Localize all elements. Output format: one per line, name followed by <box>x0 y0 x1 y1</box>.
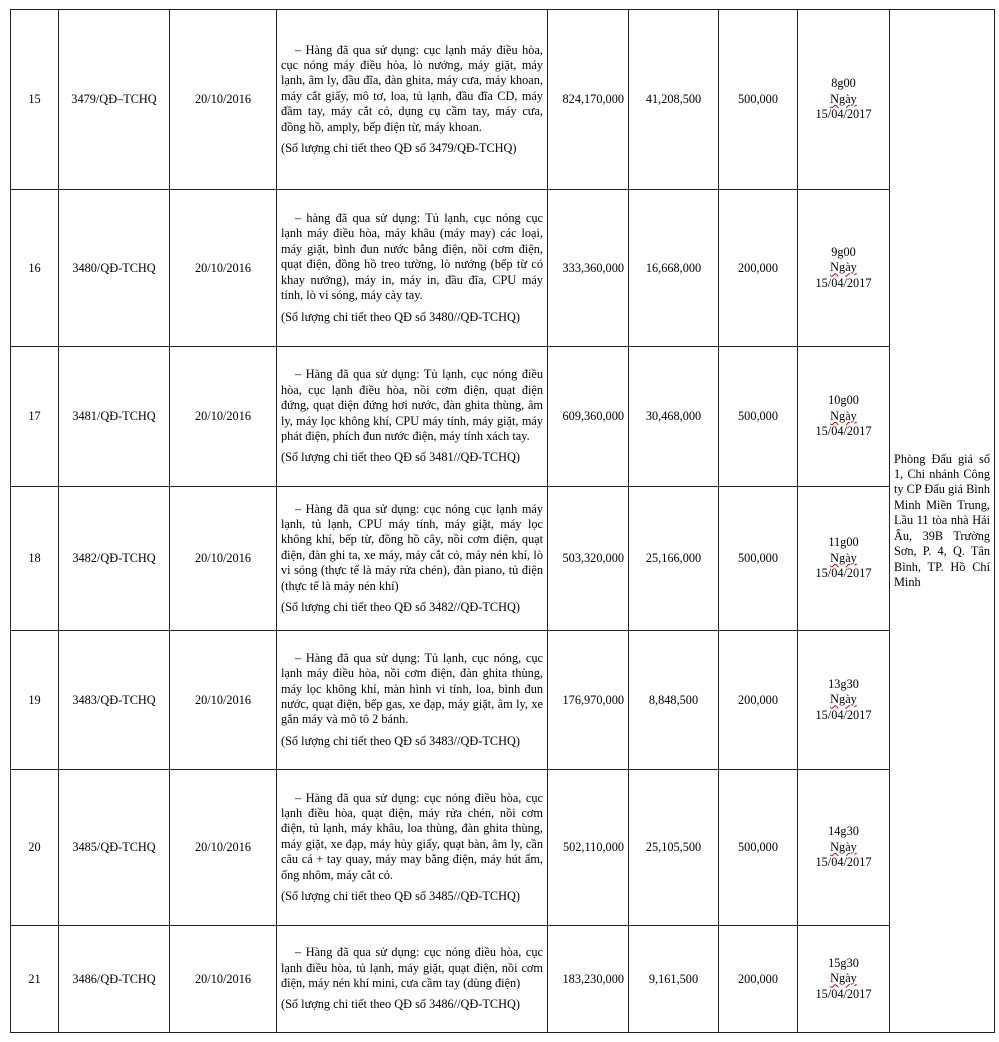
auction-date: 15/04/2017 <box>815 275 872 290</box>
auction-date: 15/04/2017 <box>815 855 872 870</box>
auction-date: 15/04/2017 <box>815 986 872 1001</box>
auction-day-label: Ngày <box>830 550 857 565</box>
row-number: 15 <box>11 10 59 190</box>
auction-hour: 15g30 <box>828 955 859 970</box>
auction-date: 15/04/2017 <box>815 566 872 581</box>
deposit-money: 8,848,500 <box>629 631 719 770</box>
starting-value: 503,320,000 <box>548 487 629 631</box>
document-fee: 500,000 <box>719 487 798 631</box>
deposit-money: 30,468,000 <box>629 347 719 487</box>
auction-day-label: Ngày <box>830 260 857 275</box>
decision-number: 3479/QĐ–TCHQ <box>59 10 170 190</box>
auction-time <box>798 926 890 1033</box>
auction-date: 15/04/2017 <box>815 707 872 722</box>
starting-value: 333,360,000 <box>548 190 629 347</box>
quantity-note: (Số lượng chi tiết theo QĐ số 3483//QĐ-TCHQ) <box>281 733 520 748</box>
decision-date: 20/10/2016 <box>170 190 277 347</box>
document-fee: 500,000 <box>719 10 798 190</box>
starting-value: 502,110,000 <box>548 770 629 926</box>
auction-time <box>798 770 890 926</box>
auction-hour: 11g00 <box>828 535 859 550</box>
auction-hour: 10g00 <box>828 393 859 408</box>
row-number: 21 <box>11 926 59 1033</box>
document-fee: 200,000 <box>719 631 798 770</box>
starting-value: 176,970,000 <box>548 631 629 770</box>
goods-list: – Hàng đã qua sử dụng: Tủ lạnh, cục nóng điều hòa, cục lạnh điều hòa, nồi cơm điện, quạt điện đứng, quạt điện đứng hơi nước, đàn ghita thùng, âm ly, máy lọc không khí, CPU máy tính, máy giặt, máy phát điện, phích đun nước điện, máy tính xách tay. <box>281 367 543 443</box>
auction-day-label: Ngày <box>830 692 857 707</box>
decision-date: 20/10/2016 <box>170 631 277 770</box>
quantity-note: (Số lượng chi tiết theo QĐ số 3481//QĐ-TCHQ) <box>281 450 520 465</box>
table-row <box>11 770 995 926</box>
goods-description <box>277 190 548 347</box>
decision-number: 3482/QĐ-TCHQ <box>59 487 170 631</box>
deposit-money: 25,105,500 <box>629 770 719 926</box>
table-row <box>11 926 995 1033</box>
goods-description <box>277 770 548 926</box>
decision-date: 20/10/2016 <box>170 487 277 631</box>
goods-description <box>277 347 548 487</box>
row-number: 17 <box>11 347 59 487</box>
starting-value: 609,360,000 <box>548 347 629 487</box>
deposit-money: 16,668,000 <box>629 190 719 347</box>
document-fee: 200,000 <box>719 926 798 1033</box>
table-row <box>11 487 995 631</box>
row-number: 16 <box>11 190 59 347</box>
auction-venue: Phòng Đấu giá số 1, Chi nhánh Công ty CP Đấu giá Bình Minh Miền Trung, Lầu 11 tòa nhà Hải Âu, 39B Trường Sơn, P. 4, Q. Tân Bình, TP. Hồ Chí Minh <box>890 10 995 1033</box>
goods-description <box>277 10 548 190</box>
goods-list: – Hàng đã qua sử dụng: cục lạnh máy điều hòa, cục nóng máy điều hòa, lò nướng, máy giặt, máy lạnh, âm ly, đầu đĩa, đàn ghita, máy cưa, máy khoan, máy cắt giấy, mô tơ, loa, tủ lạnh, đầu đĩa CD, máy đầm tay, máy cắt cỏ, dụng cụ cầm tay, máy cưa, đồng hồ, amply, bếp điện từ, máy khoan. <box>281 42 543 134</box>
row-number: 18 <box>11 487 59 631</box>
starting-value: 183,230,000 <box>548 926 629 1033</box>
quantity-note: (Số lượng chi tiết theo QĐ số 3482//QĐ-TCHQ) <box>281 600 520 615</box>
table-row <box>11 347 995 487</box>
row-number: 19 <box>11 631 59 770</box>
decision-number: 3483/QĐ-TCHQ <box>59 631 170 770</box>
goods-list: – Hàng đã qua sử dụng: cục nóng cục lạnh máy lạnh, tủ lạnh, CPU máy tính, máy giặt, máy lọc không khí, bếp từ, đồng hồ cây, nồi cơm điện, quạt điện, đàn ghi ta, xe máy, máy cắt cỏ, máy nén khí, lò vi sóng (thực tế là máy rửa chén), đàn piano, tủ điện (thực tế là máy nén khí) <box>281 501 543 593</box>
auction-day-label: Ngày <box>830 971 857 986</box>
deposit-money: 25,166,000 <box>629 487 719 631</box>
document-fee: 200,000 <box>719 190 798 347</box>
auction-time <box>798 190 890 347</box>
auction-day-label: Ngày <box>830 839 857 854</box>
auction-hour: 13g30 <box>828 676 859 691</box>
auction-table <box>10 9 995 1033</box>
goods-description <box>277 631 548 770</box>
auction-date: 15/04/2017 <box>815 107 872 122</box>
goods-description <box>277 487 548 631</box>
goods-list: – Hàng đã qua sử dụng: cục nóng điều hòa, cục lạnh điều hòa, quạt điện, máy rửa chén, nồi cơm điện, tủ lạnh, máy khâu, loa thùng, đàn ghita thùng, máy giặt, xe đạp, máy hủy giấy, quạt bàn, âm ly, cần câu cá + tay quay, máy may bằng điện, máy hút ẩm, ống nhôm, máy cắt cỏ. <box>281 790 543 882</box>
auction-hour: 9g00 <box>831 244 856 259</box>
auction-day-label: Ngày <box>830 408 857 423</box>
quantity-note: (Số lượng chi tiết theo QĐ số 3485//QĐ-TCHQ) <box>281 889 520 904</box>
decision-number: 3485/QĐ-TCHQ <box>59 770 170 926</box>
goods-description <box>277 926 548 1033</box>
decision-date: 20/10/2016 <box>170 10 277 190</box>
goods-list: – Hàng đã qua sử dụng: Tủ lạnh, cục nóng, cục lạnh máy điều hòa, nồi cơm điện, đàn ghita thùng, máy lọc không khí, màn hình vi tính, loa, bình đun nước, quạt điện, bếp gas, xe đạp, máy giặt, âm ly, xe gắn máy và mô tô 2 bánh. <box>281 650 543 727</box>
auction-hour: 14g30 <box>828 824 859 839</box>
quantity-note: (Số lượng chi tiết theo QĐ số 3480//QĐ-TCHQ) <box>281 309 520 324</box>
document-fee: 500,000 <box>719 770 798 926</box>
document-fee: 500,000 <box>719 347 798 487</box>
auction-time <box>798 631 890 770</box>
quantity-note: (Số lượng chi tiết theo QĐ số 3486//QĐ-TCHQ) <box>281 997 520 1012</box>
auction-time <box>798 487 890 631</box>
decision-date: 20/10/2016 <box>170 770 277 926</box>
quantity-note: (Số lượng chi tiết theo QĐ số 3479/QĐ-TCHQ) <box>281 141 517 156</box>
auction-time <box>798 10 890 190</box>
starting-value: 824,170,000 <box>548 10 629 190</box>
decision-number: 3486/QĐ-TCHQ <box>59 926 170 1033</box>
goods-list: – Hàng đã qua sử dụng: cục nóng điều hòa, cục lạnh điều hòa, tủ lạnh, máy giặt, quạt điện, nồi cơm điện, máy nén khí mini, cưa cầm tay (dùng điện) <box>281 945 543 990</box>
auction-day-label: Ngày <box>830 91 857 106</box>
table-row <box>11 10 995 190</box>
deposit-money: 41,208,500 <box>629 10 719 190</box>
deposit-money: 9,161,500 <box>629 926 719 1033</box>
decision-number: 3481/QĐ-TCHQ <box>59 347 170 487</box>
auction-time <box>798 347 890 487</box>
decision-number: 3480/QĐ-TCHQ <box>59 190 170 347</box>
table-row <box>11 631 995 770</box>
row-number: 20 <box>11 770 59 926</box>
auction-date: 15/04/2017 <box>815 424 872 439</box>
decision-date: 20/10/2016 <box>170 926 277 1033</box>
table-row <box>11 190 995 347</box>
goods-list: – hàng đã qua sử dụng: Tủ lạnh, cục nóng cục lạnh máy điều hòa, máy khâu (máy may) các loại, máy giặt, bình đun nước bằng điện, nồi cơm điện, quạt điện, đồng hồ treo tường, lò nướng (bếp từ có khay nướng), máy in, máy in, đầu đĩa, CPU máy tính, lò vi sóng, máy cày tay. <box>281 211 543 303</box>
decision-date: 20/10/2016 <box>170 347 277 487</box>
auction-hour: 8g00 <box>831 76 856 91</box>
